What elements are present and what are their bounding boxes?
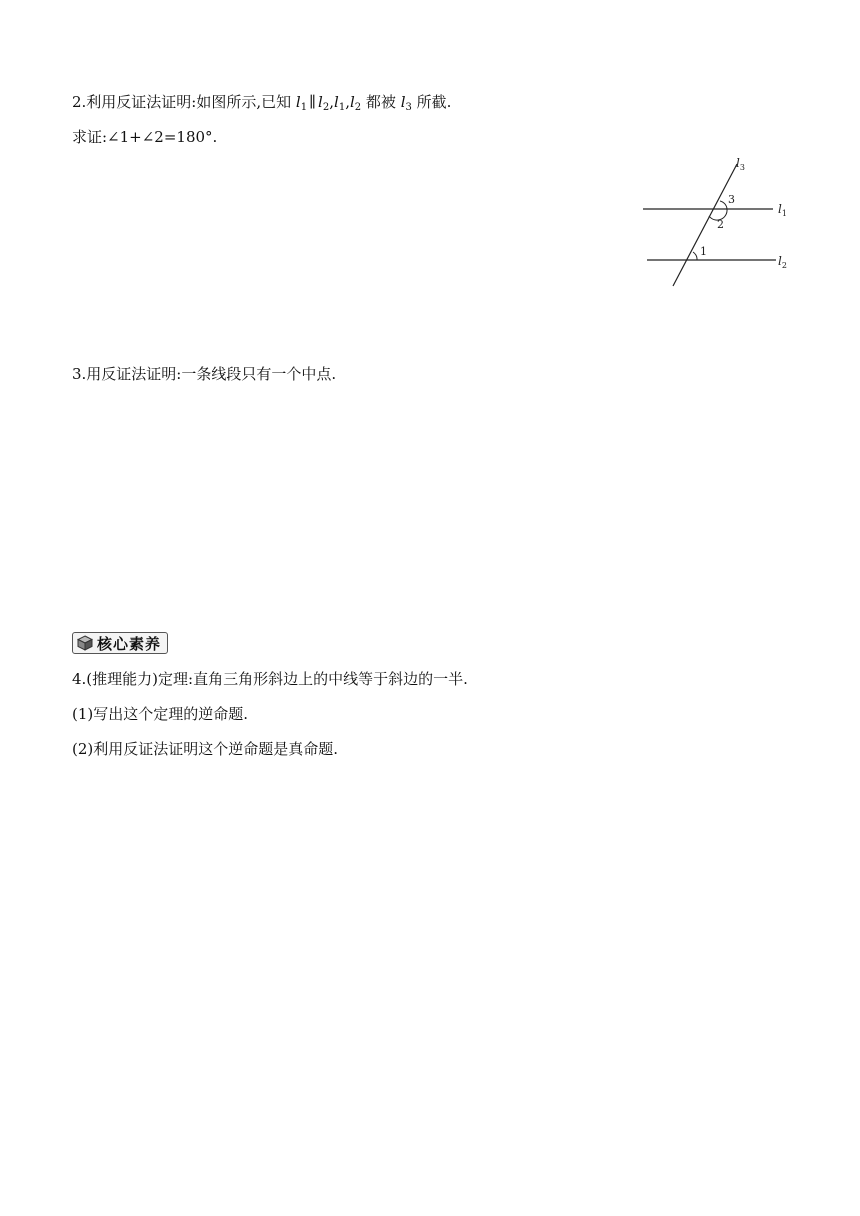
q2-l3-sub: 3: [405, 102, 412, 113]
label-l1: $l_1$: [778, 202, 787, 218]
question-3-statement: 3.用反证法证明:一条线段只有一个中点.: [72, 365, 337, 383]
q2-l1-sub: 1: [300, 102, 308, 113]
angle-1-label: 1: [700, 245, 707, 258]
label-l2: $l_2$: [778, 254, 787, 270]
section-title: 核心素养: [97, 634, 162, 653]
q2-parallel-symbol: ∥: [309, 93, 317, 111]
parallel-lines-figure: [636, 152, 806, 294]
q2-l2b-letter: l: [349, 93, 355, 111]
question-4-part-1: (1)写出这个定理的逆命题.: [72, 705, 249, 723]
q2-comma-1: ,: [329, 93, 334, 111]
q2-l1b-letter: l: [334, 93, 339, 111]
cube-icon: [77, 635, 93, 651]
section-badge-core-literacy: [72, 632, 168, 654]
q2-l1-letter: l: [295, 93, 301, 111]
line-l3: [673, 164, 737, 286]
q2-prefix: 2.利用反证法证明:如图所示,已知: [72, 93, 296, 111]
angle-3-arc: [720, 201, 727, 209]
q2-l2-sub: 2: [322, 102, 330, 113]
q2-l3-letter: l: [400, 93, 406, 111]
angle-2-label: 2: [717, 218, 724, 231]
q2-l1b-sub: 1: [338, 102, 346, 113]
q2-l2-letter: l: [318, 93, 323, 111]
question-4-statement: 4.(推理能力)定理:直角三角形斜边上的中线等于斜边的一半.: [72, 670, 468, 688]
parallel-lines-diagram: [636, 152, 806, 294]
q2-comma-2: ,: [345, 93, 350, 111]
q2-mid: 都被: [361, 93, 401, 111]
question-2-statement: [72, 92, 451, 112]
q2-suffix: 所截.: [411, 93, 452, 111]
angle-3-label: 3: [728, 193, 735, 206]
q2-l2b-sub: 2: [354, 102, 362, 113]
angle-1-arc: [693, 252, 697, 260]
question-4-part-2: (2)利用反证法证明这个逆命题是真命题.: [72, 740, 339, 758]
label-l3: $l_3$: [736, 156, 745, 172]
question-2-prove: 求证:∠1+∠2=180°.: [72, 128, 218, 146]
